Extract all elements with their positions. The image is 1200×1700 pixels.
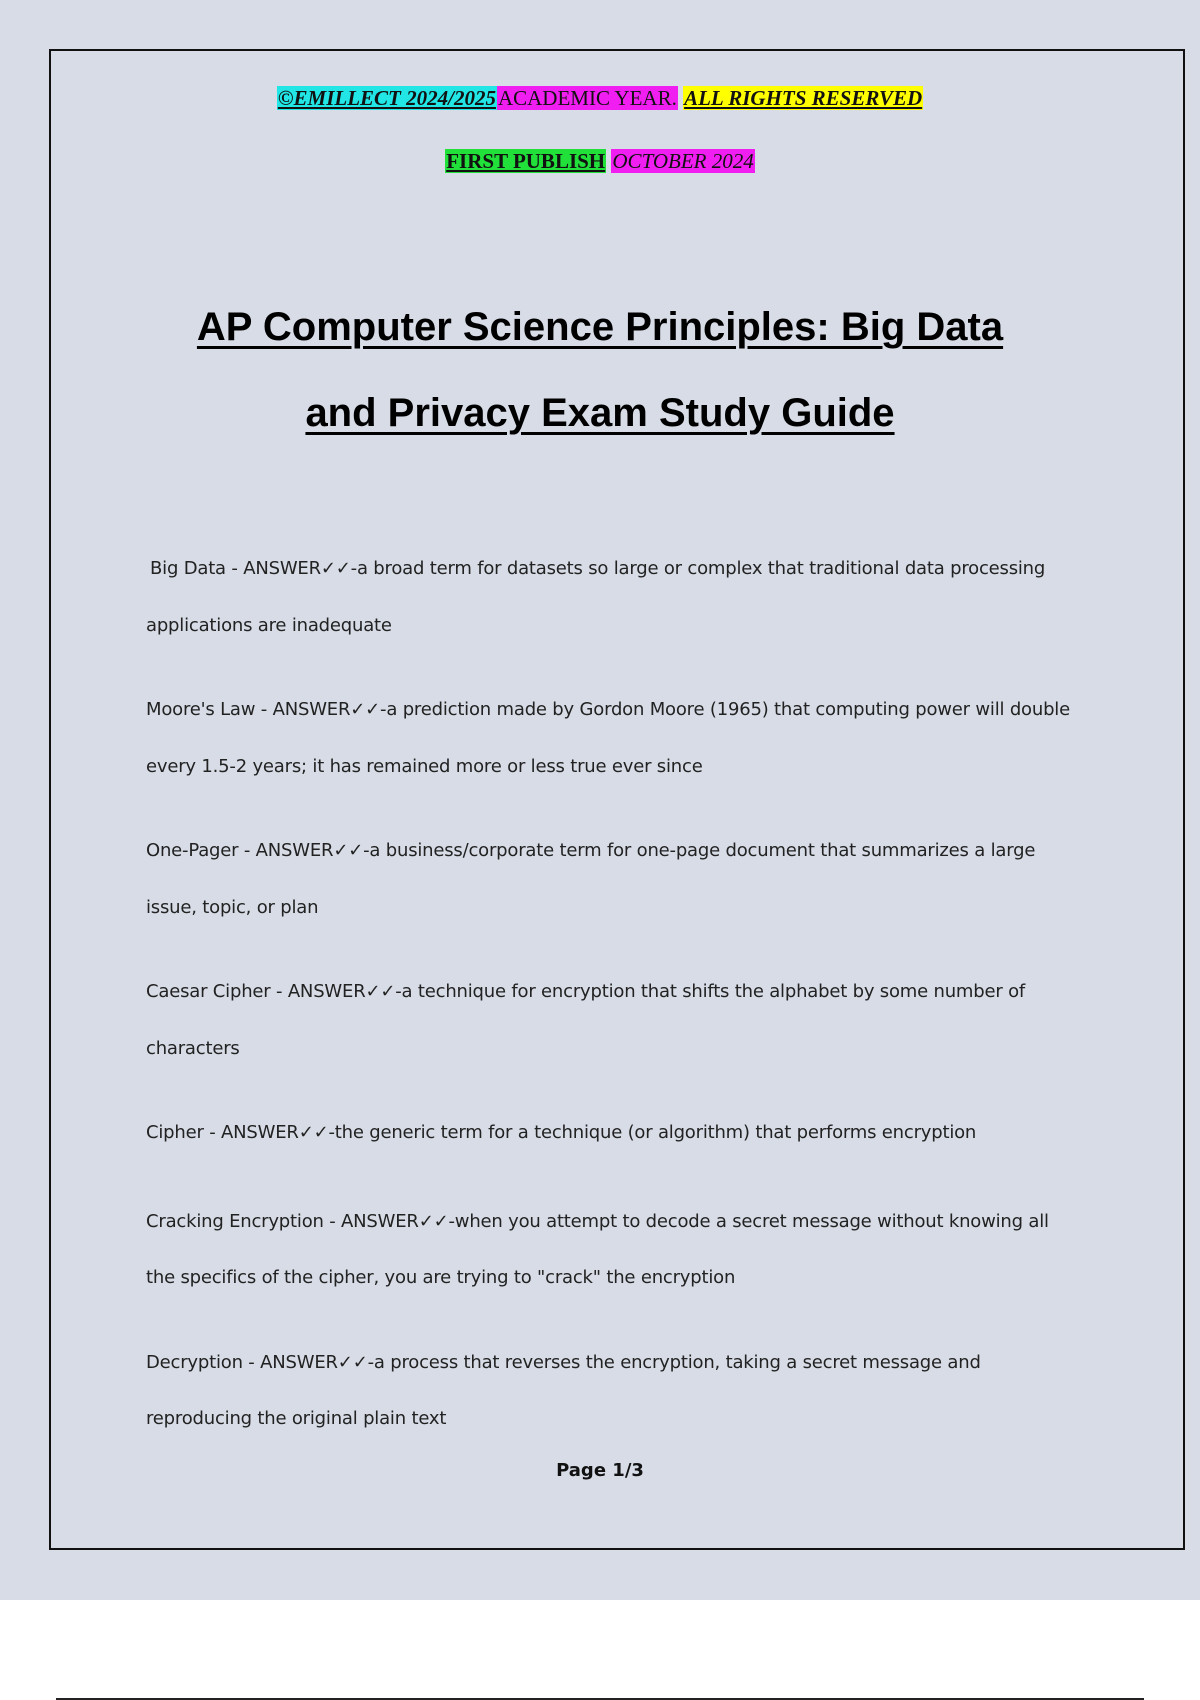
flashcard-entry: Caesar Cipher - ANSWER✓✓-a technique for encryption that shifts the alphabet by some number of characters bbox=[146, 981, 1026, 1059]
flashcard-entry: Big Data - ANSWER✓✓-a broad term for datasets so large or complex that traditional data processing applications are inadequate bbox=[146, 558, 1046, 636]
academic-year-text: ACADEMIC YEAR. bbox=[497, 86, 677, 110]
title-line-1: AP Computer Science Principles: Big Data bbox=[196, 305, 1004, 349]
flashcard-entry: Cipher - ANSWER✓✓-the generic term for a technique (or algorithm) that performs encryption bbox=[146, 1122, 977, 1143]
copyright-text: ©EMILLECT 2024/2025 bbox=[277, 86, 496, 110]
first-publish-text: FIRST PUBLISH bbox=[446, 149, 606, 173]
publish-date-text: OCTOBER 2024 bbox=[612, 149, 754, 173]
flashcard-entry: One-Pager - ANSWER✓✓-a business/corporate term for one-page document that summarizes a large issue, topic, or plan bbox=[146, 840, 1036, 918]
document-title bbox=[0, 284, 1200, 456]
title-line-2: and Privacy Exam Study Guide bbox=[305, 391, 895, 435]
copyright-line bbox=[0, 85, 1200, 111]
flashcard-entry: Cracking Encryption - ANSWER✓✓-when you attempt to decode a secret message without knowing all the specifics of the cipher, you are trying to "crack" the encryption bbox=[146, 1210, 1049, 1288]
flashcard-entry: Decryption - ANSWER✓✓-a process that reverses the encryption, taking a secret message and reproducing the original plain text bbox=[146, 1351, 981, 1429]
rights-text: ALL RIGHTS RESERVED bbox=[684, 86, 923, 110]
flashcard-entry: Moore's Law - ANSWER✓✓-a prediction made by Gordon Moore (1965) that computing power will double every 1.5-2 years; it has remained more or less true ever since bbox=[146, 699, 1070, 777]
flashcard-list bbox=[146, 541, 1076, 1476]
publish-line bbox=[0, 148, 1200, 174]
page-number: Page 1/3 bbox=[556, 1460, 644, 1481]
